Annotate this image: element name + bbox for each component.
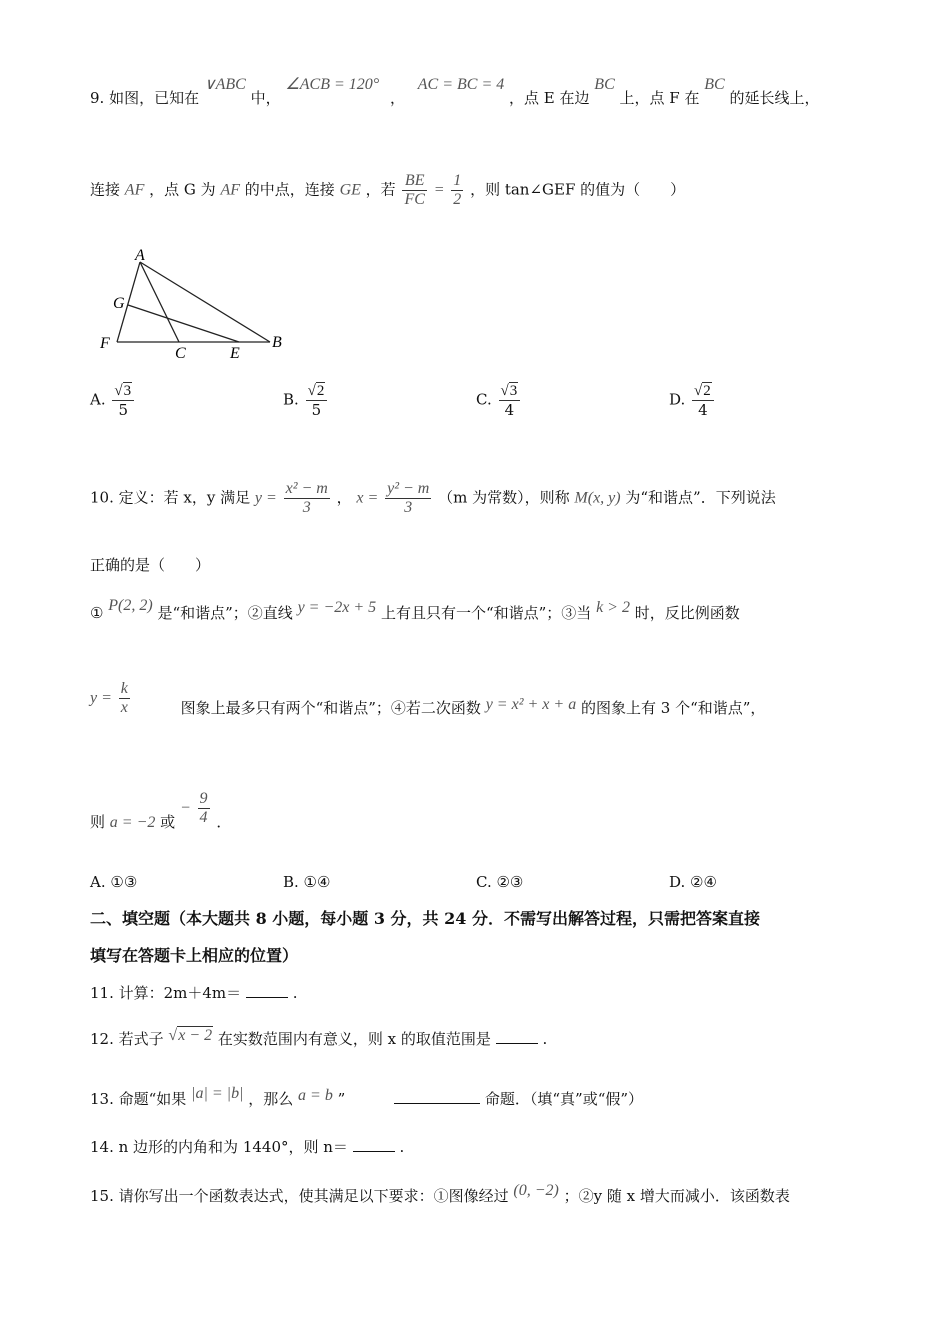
q15-a: 15. 请你写出一个函数表达式，使其满足以下要求：①图像经过: [90, 1187, 509, 1205]
q10-inv-num: k: [120, 680, 128, 697]
label-F: F: [100, 335, 110, 352]
q10-e3: ．: [216, 812, 232, 831]
q13: [90, 1085, 644, 1110]
q11-answer-blank[interactable]: [246, 983, 288, 998]
q10-c4: 时，反比例函数: [634, 604, 740, 622]
option-den: 4: [698, 401, 708, 419]
q10-nf-num: 9: [199, 790, 208, 807]
seg-GE: [128, 305, 239, 342]
section2-heading-line2: 填写在答题卡上相应的位置）: [90, 946, 299, 965]
q9-equal: AC = BC = 4: [417, 76, 505, 93]
option-fraction: [306, 382, 328, 419]
option-letter: C.: [476, 390, 492, 409]
option-num: √2: [692, 382, 714, 401]
q9-line2: [90, 172, 685, 209]
q15-point: (0, −2): [513, 1182, 559, 1199]
q10-e2: 或: [160, 812, 176, 831]
label-G: G: [113, 295, 125, 312]
q10-x-den: 3: [404, 499, 413, 516]
q9-ratio-den: FC: [404, 191, 425, 208]
q10-c3: 上有且只有一个“和谐点”；③当: [380, 604, 592, 622]
q10-line5: [90, 790, 232, 831]
option-den: 5: [118, 401, 129, 419]
label-B: B: [272, 334, 282, 351]
q9-upper: 上，点 F 在: [619, 89, 700, 107]
q9-option-d[interactable]: [669, 382, 716, 419]
q10-k: k > 2: [596, 599, 630, 616]
q10-line1: [90, 480, 776, 517]
option-rad: 2: [703, 383, 711, 399]
q10-quad: y = x² + x + a: [485, 695, 577, 713]
q9-option-c[interactable]: [476, 382, 522, 419]
q9-af1: AF: [124, 181, 145, 199]
q9-half-num: 1: [453, 172, 462, 189]
q9-bc2: BC: [704, 76, 725, 93]
option-num: √3: [112, 382, 134, 401]
q13-answer-blank[interactable]: [394, 1089, 480, 1104]
q10-inv-y: y =: [90, 689, 112, 707]
q9-line2a: 连接: [90, 180, 121, 199]
option-den: 4: [504, 401, 515, 419]
q12-radicand: x − 2: [178, 1027, 213, 1044]
q14-text: 14. n 边形的内角和为 1440°，则 n＝: [90, 1138, 348, 1156]
q10-option-a[interactable]: A. ①③: [90, 873, 138, 891]
q9-line2c: 的中点，连接: [244, 180, 335, 199]
q10-x-eq: x =: [356, 489, 379, 507]
q10-comma: ，: [336, 488, 352, 507]
q10-d1: 图象上最多只有两个“和谐点”；④若二次函数: [180, 698, 481, 717]
q12-b: 在实数范围内有意义，则 x 的取值范围是: [217, 1030, 491, 1048]
q10-b1: 正确的是（ ）: [90, 556, 211, 574]
q10-option-d[interactable]: D. ②④: [669, 873, 717, 891]
q10-a3: 为“和谐点”．下列说法: [625, 488, 776, 507]
q10-a1: 定义：若 x，y 满足: [118, 488, 251, 507]
q9-ext: 的延长线上，: [729, 89, 820, 107]
q12-a: 12. 若式子: [90, 1030, 164, 1048]
q13-d: 命题．（填“真”或“假”）: [484, 1090, 644, 1108]
label-C: C: [175, 345, 186, 362]
q13-b: ，那么: [248, 1090, 294, 1108]
q10-neg: −: [179, 799, 191, 817]
q9-triangle: ∨ABC: [203, 76, 246, 93]
option-letter: A.: [90, 390, 106, 409]
q12-end: .: [542, 1030, 548, 1048]
q14-answer-blank[interactable]: [353, 1137, 395, 1152]
q9-number: 9.: [90, 89, 105, 107]
q10-x-num: y² − m: [387, 480, 430, 497]
q9-pointE: ，点 E 在边: [509, 89, 590, 107]
q9-half-den: 2: [453, 191, 462, 208]
q10-y-den: 3: [302, 499, 311, 516]
q9-figure: [95, 248, 295, 363]
q14: [90, 1137, 404, 1157]
q10-nf-den: 4: [199, 809, 208, 826]
q9-line2e: ，则 tan∠GEF 的值为（ ）: [470, 180, 686, 199]
option-rad: 3: [509, 383, 518, 399]
q10-x-frac: [385, 480, 431, 517]
q11-end: .: [292, 984, 298, 1002]
q12: [90, 1029, 547, 1050]
q10-option-c[interactable]: C. ②③: [476, 873, 524, 891]
q11: [90, 983, 298, 1003]
q9-ge: GE: [339, 181, 361, 199]
section2-heading-line1: 二、填空题（本大题共 8 小题，每小题 3 分，共 24 分．不需写出解答过程，只需把答案直接: [90, 909, 760, 928]
q9-option-a[interactable]: [90, 382, 136, 419]
option-rad: 2: [316, 383, 325, 399]
q10-number: 10.: [90, 488, 114, 507]
q15: [90, 1182, 790, 1207]
q9-bc1: BC: [594, 76, 615, 93]
q12-sqrt: √x − 2: [168, 1027, 213, 1044]
q9-angle: ∠ACB = 120°: [285, 76, 380, 93]
q10-inv-frac: [119, 680, 130, 717]
q9-ratio-num: BE: [402, 172, 426, 191]
option-letter: B.: [283, 390, 299, 409]
q13-c: ”: [337, 1090, 346, 1108]
q9-comma1: ，: [389, 89, 405, 107]
option-den: 5: [311, 401, 322, 419]
q10-line: y = −2x + 5: [297, 599, 377, 616]
q10-neg-frac: [198, 790, 210, 827]
q9-af2: AF: [220, 181, 240, 199]
q9-ratio: [402, 172, 426, 209]
option-letter: D.: [669, 390, 686, 409]
q10-line2: [90, 555, 210, 575]
q10-line4: [90, 680, 765, 717]
option-fraction: [499, 382, 521, 419]
label-E: E: [230, 345, 240, 362]
q10-line3: [90, 597, 740, 624]
q9-in: 中，: [250, 89, 281, 107]
q10-c1: ①: [90, 604, 104, 622]
q10-a-val: a = −2: [109, 813, 156, 831]
q10-y-num: x² − m: [285, 480, 328, 497]
q10-option-b[interactable]: B. ①④: [283, 873, 331, 891]
q9-intro: 如图，已知在: [109, 89, 200, 107]
q12-answer-blank[interactable]: [496, 1029, 538, 1044]
q13-eq: a = b: [298, 1087, 333, 1104]
label-A: A: [135, 248, 145, 264]
q9-line1: [90, 76, 820, 109]
q9-line2b: ，点 G 为: [149, 180, 216, 199]
q10-y-eq: y =: [254, 489, 277, 507]
q9-eq: =: [433, 181, 445, 199]
q10-inv-den: x: [120, 699, 128, 716]
q10-d2: 的图象上有 3 个“和谐点”，: [580, 698, 766, 717]
q13-a: 13. 命题“如果: [90, 1090, 187, 1108]
q15-b: ；②y 随 x 增大而减小．该函数表: [563, 1187, 790, 1205]
q10-a2: （m 为常数），则称: [438, 488, 570, 507]
option-fraction: [112, 382, 134, 419]
q9-half: [451, 172, 463, 209]
q9-option-b[interactable]: [283, 382, 329, 419]
option-rad: 3: [123, 383, 132, 399]
option-num: √2: [306, 382, 328, 401]
q9-line2d: ，若: [365, 180, 396, 199]
option-fraction: [692, 382, 714, 419]
q14-end: .: [399, 1138, 405, 1156]
q10-P: P(2, 2): [108, 597, 153, 614]
q10-e1: 则: [90, 812, 106, 831]
q10-M: M(x, y): [574, 489, 621, 507]
q10-c2: 是“和谐点”；②直线: [157, 604, 293, 622]
q13-abs: |a| = |b|: [191, 1085, 244, 1102]
q10-y-frac: [284, 480, 330, 517]
option-num: √3: [499, 382, 521, 401]
q11-text: 11. 计算：2m＋4m＝: [90, 984, 242, 1002]
